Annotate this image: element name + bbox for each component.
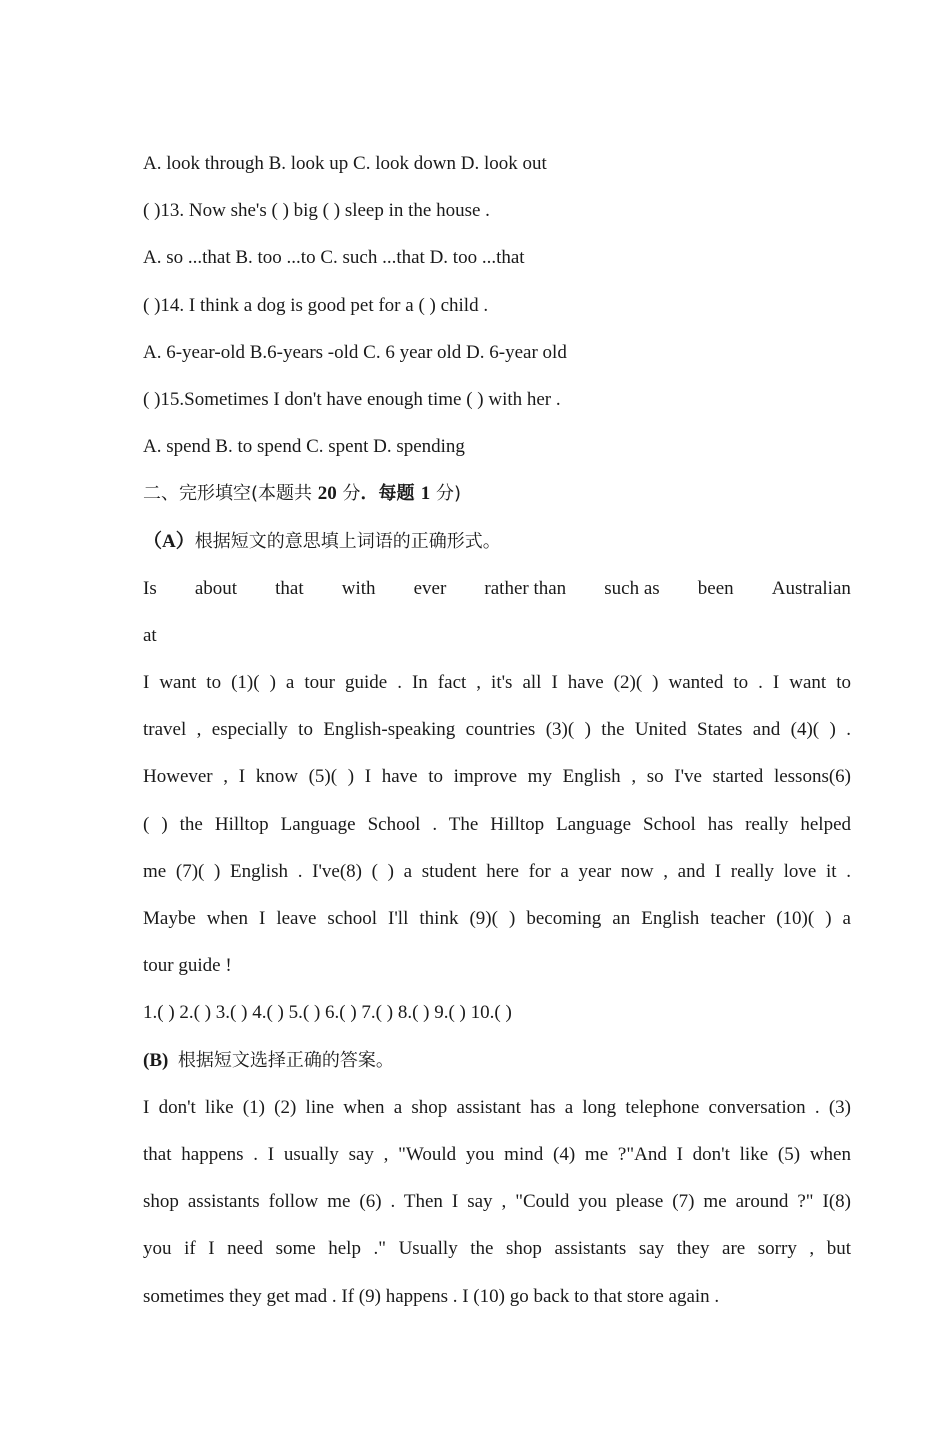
heading-each: 1: [420, 483, 431, 505]
heading-text-1: 二、完形填空(本题共: [143, 483, 318, 505]
passageA-line: I want to (1)( ) a tour guide . In fact , it's all I have (2)( ) wanted to . I want to: [143, 672, 851, 694]
partA-instruction-line: [143, 518, 851, 565]
passageB-last-line: sometimes they get mad . If (9) happens . I (10) go back to that store again .: [143, 1285, 720, 1307]
q14-options: A. 6-year-old B.6-years -old C. 6 year old D. 6-year old: [143, 341, 567, 363]
heading-text-4: 分): [430, 483, 462, 505]
heading-text-2: 分: [336, 483, 361, 505]
partA-instruction: 根据短文的意思填上词语的正确形式。: [194, 530, 501, 552]
q15-question: ( )15.Sometimes I don't have enough time ( ) with her .: [143, 388, 561, 410]
partB-instruction: 根据短文选择正确的答案。: [177, 1049, 394, 1071]
word-bank-item: Australian: [771, 577, 851, 599]
passageA-line: ( ) the Hilltop Language School . The Hilltop Language School has really helped: [143, 813, 851, 835]
q15-options: A. spend B. to spend C. spent D. spending: [143, 436, 465, 458]
passageB-line: I don't like (1) (2) line when a shop assistant has a long telephone conversation . (3): [143, 1096, 851, 1118]
word-bank-item: such as: [604, 577, 660, 599]
word-bank-item: rather than: [484, 577, 567, 599]
word-bank-item: Is: [143, 577, 157, 599]
word-bank-item: that: [275, 577, 304, 599]
partB-label: (B): [143, 1049, 169, 1071]
word-bank: [143, 565, 851, 612]
passageB-line: you if I need some help ." Usually the shop assistants say they are sorry , but: [143, 1238, 851, 1260]
word-bank-item: ever: [413, 577, 447, 599]
section2-heading: [143, 470, 851, 517]
word-bank-item: been: [697, 577, 734, 599]
passageA-line: me (7)( ) English . I've(8) ( ) a student here for a year now , and I really love it .: [143, 860, 851, 882]
heading-score: 20: [317, 483, 337, 505]
partA-label: （A）: [143, 530, 195, 552]
passageA-line: travel , especially to English-speaking countries (3)( ) the United States and (4)( ) .: [143, 719, 851, 741]
passageB-line: that happens . I usually say , "Would you mind (4) me ?"And I don't like (5) when: [143, 1143, 851, 1165]
partB-instruction-line: [143, 1037, 851, 1084]
passageA-line: However , I know (5)( ) I have to improve my English , so I've started lessons(6): [143, 766, 851, 788]
q14-question: ( )14. I think a dog is good pet for a ( ) child .: [143, 294, 489, 316]
passageB-line: shop assistants follow me (6) . Then I say , "Could you please (7) me around ?" I(8): [143, 1191, 851, 1213]
q13-question: ( )13. Now she's ( ) big ( ) sleep in the house .: [143, 200, 490, 222]
passageA-last-line: tour guide !: [143, 955, 232, 977]
passageA-line: Maybe when I leave school I'll think (9)( ) becoming an English teacher (10)( ) a: [143, 908, 851, 929]
answer-blanks: 1.( ) 2.( ) 3.( ) 4.( ) 5.( ) 6.( ) 7.( ) 8.( ) 9.( ) 10.( ): [143, 1002, 512, 1024]
exam-page: [143, 140, 851, 1320]
heading-text-3: ．每题: [360, 483, 421, 505]
q13-options: A. so ...that B. too ...to C. such ...that D. too ...that: [143, 247, 525, 269]
word-bank-last: at: [143, 624, 157, 646]
q12-options: A. look through B. look up C. look down D. look out: [143, 153, 547, 174]
word-bank-item: with: [341, 577, 376, 599]
word-bank-item: about: [194, 577, 238, 599]
